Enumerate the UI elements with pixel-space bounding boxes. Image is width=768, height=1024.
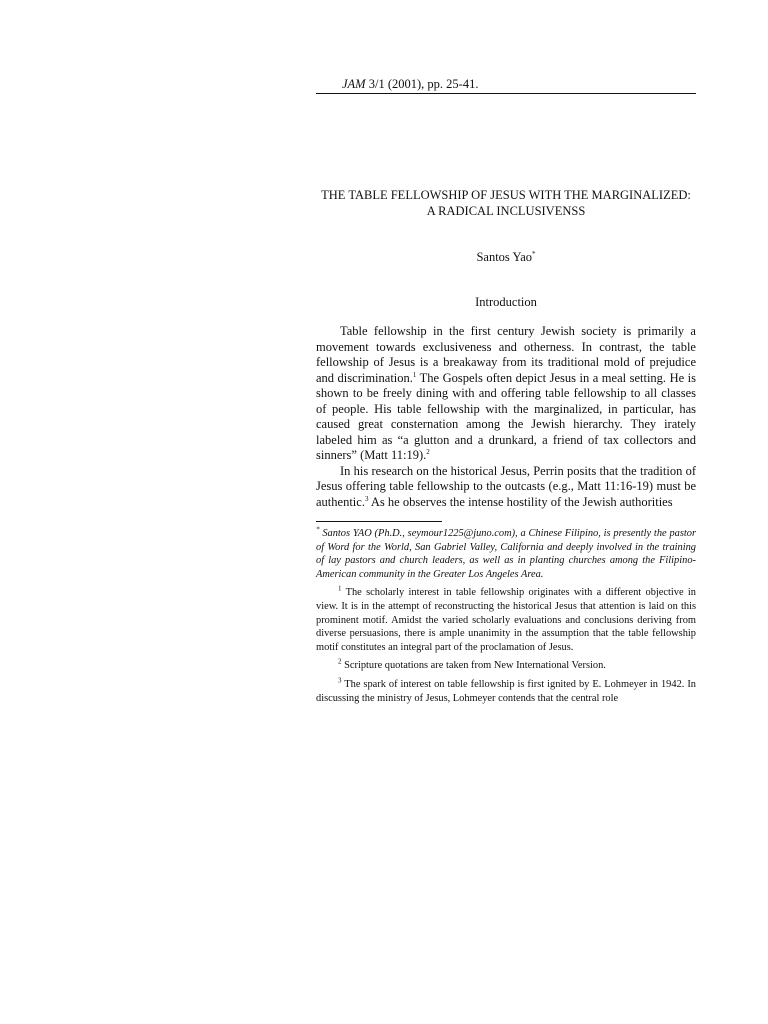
footnotes — [316, 527, 696, 710]
author-name: Santos Yao — [476, 250, 533, 264]
footnote-1-text: The scholarly interest in table fellowship originates with a different objective in view. It is in the attempt of reconstructing the historical Jesus that attention is laid on this prominent motif. Amidst the varied scholarly evaluations and conclusions deriving from diverse persuasions, there is ample unanimity in the assumption that the table fellowship motif constitutes an integral part of the proclamation of Jesus. — [316, 587, 696, 653]
paragraph-2-part-a: In his research on the historical Jesus, Perrin posits that the tradition of Jesus offering table fellowship to the outcasts (e.g., Matt 11:16-19) must be authentic. — [316, 463, 696, 509]
footnote-1 — [316, 586, 696, 654]
header-rule — [316, 93, 696, 94]
footnote-rule — [316, 521, 442, 522]
journal-name: JAM — [342, 77, 366, 91]
paragraph-1-part-a: Table fellowship in the first century Jewish society is primarily a movement towards exclusiveness and otherness. In contrast, the table fellowship of Jesus is a breakaway from its traditional mold of prejudice and discrimination. — [316, 324, 696, 385]
article-title — [316, 187, 696, 219]
author-line — [316, 249, 696, 265]
footnote-1-marker: 1 — [338, 584, 342, 593]
footnote-3-text: The spark of interest on table fellowship is first ignited by E. Lohmeyer in 1942. In discussing the ministry of Jesus, Lohmeyer contends that the central role — [316, 678, 696, 704]
running-head — [342, 76, 478, 92]
footnote-3-marker: 3 — [338, 676, 342, 685]
section-heading: Introduction — [475, 295, 537, 309]
footnote-ref-2: 2 — [426, 447, 430, 456]
footnote-ref-1: 1 — [412, 370, 417, 379]
footnote-author-marker: * — [316, 525, 320, 534]
footnote-3 — [316, 678, 696, 705]
footnote-2-text: Scripture quotations are taken from New International Version. — [341, 660, 606, 672]
footnote-author — [316, 527, 696, 581]
paragraph-1-part-b: The Gospels often depict Jesus in a meal setting. He is shown to be freely dining with and offering table fellowship to all classes of people. His table fellowship with the marginalized, in particular, has caused great consternation among the Jewish hierarchy. They irately labeled him as “a glutton and a drunkard, a friend of tax collectors and sinners” (Matt 11:19). — [316, 370, 696, 462]
paragraph-2-part-b: As he observes the intense hostility of the Jewish authorities — [368, 494, 673, 509]
title-line-1: THE TABLE FELLOWSHIP OF JESUS WITH THE MARGINALIZED: — [321, 188, 691, 202]
footnote-author-text: Santos YAO (Ph.D., seymour1225@juno.com), a Chinese Filipino, is presently the pastor of Word for the World, San Gabriel Valley, California and deeply involved in the training of lay pastors and church leaders, as well as in planting churches among the Filipino-American community in the Greater Los Angeles Area. — [316, 528, 696, 580]
body-text — [316, 324, 696, 510]
footnote-ref-3: 3 — [364, 494, 369, 503]
journal-citation: 3/1 (2001), pp. 25-41. — [365, 77, 479, 91]
paragraph-1 — [316, 324, 696, 464]
paragraph-2 — [316, 464, 696, 511]
footnote-2-marker: 2 — [338, 657, 342, 666]
title-line-2: A RADICAL INCLUSIVENSS — [426, 204, 586, 218]
footnote-2 — [316, 659, 696, 673]
author-footnote-marker: * — [532, 249, 536, 258]
